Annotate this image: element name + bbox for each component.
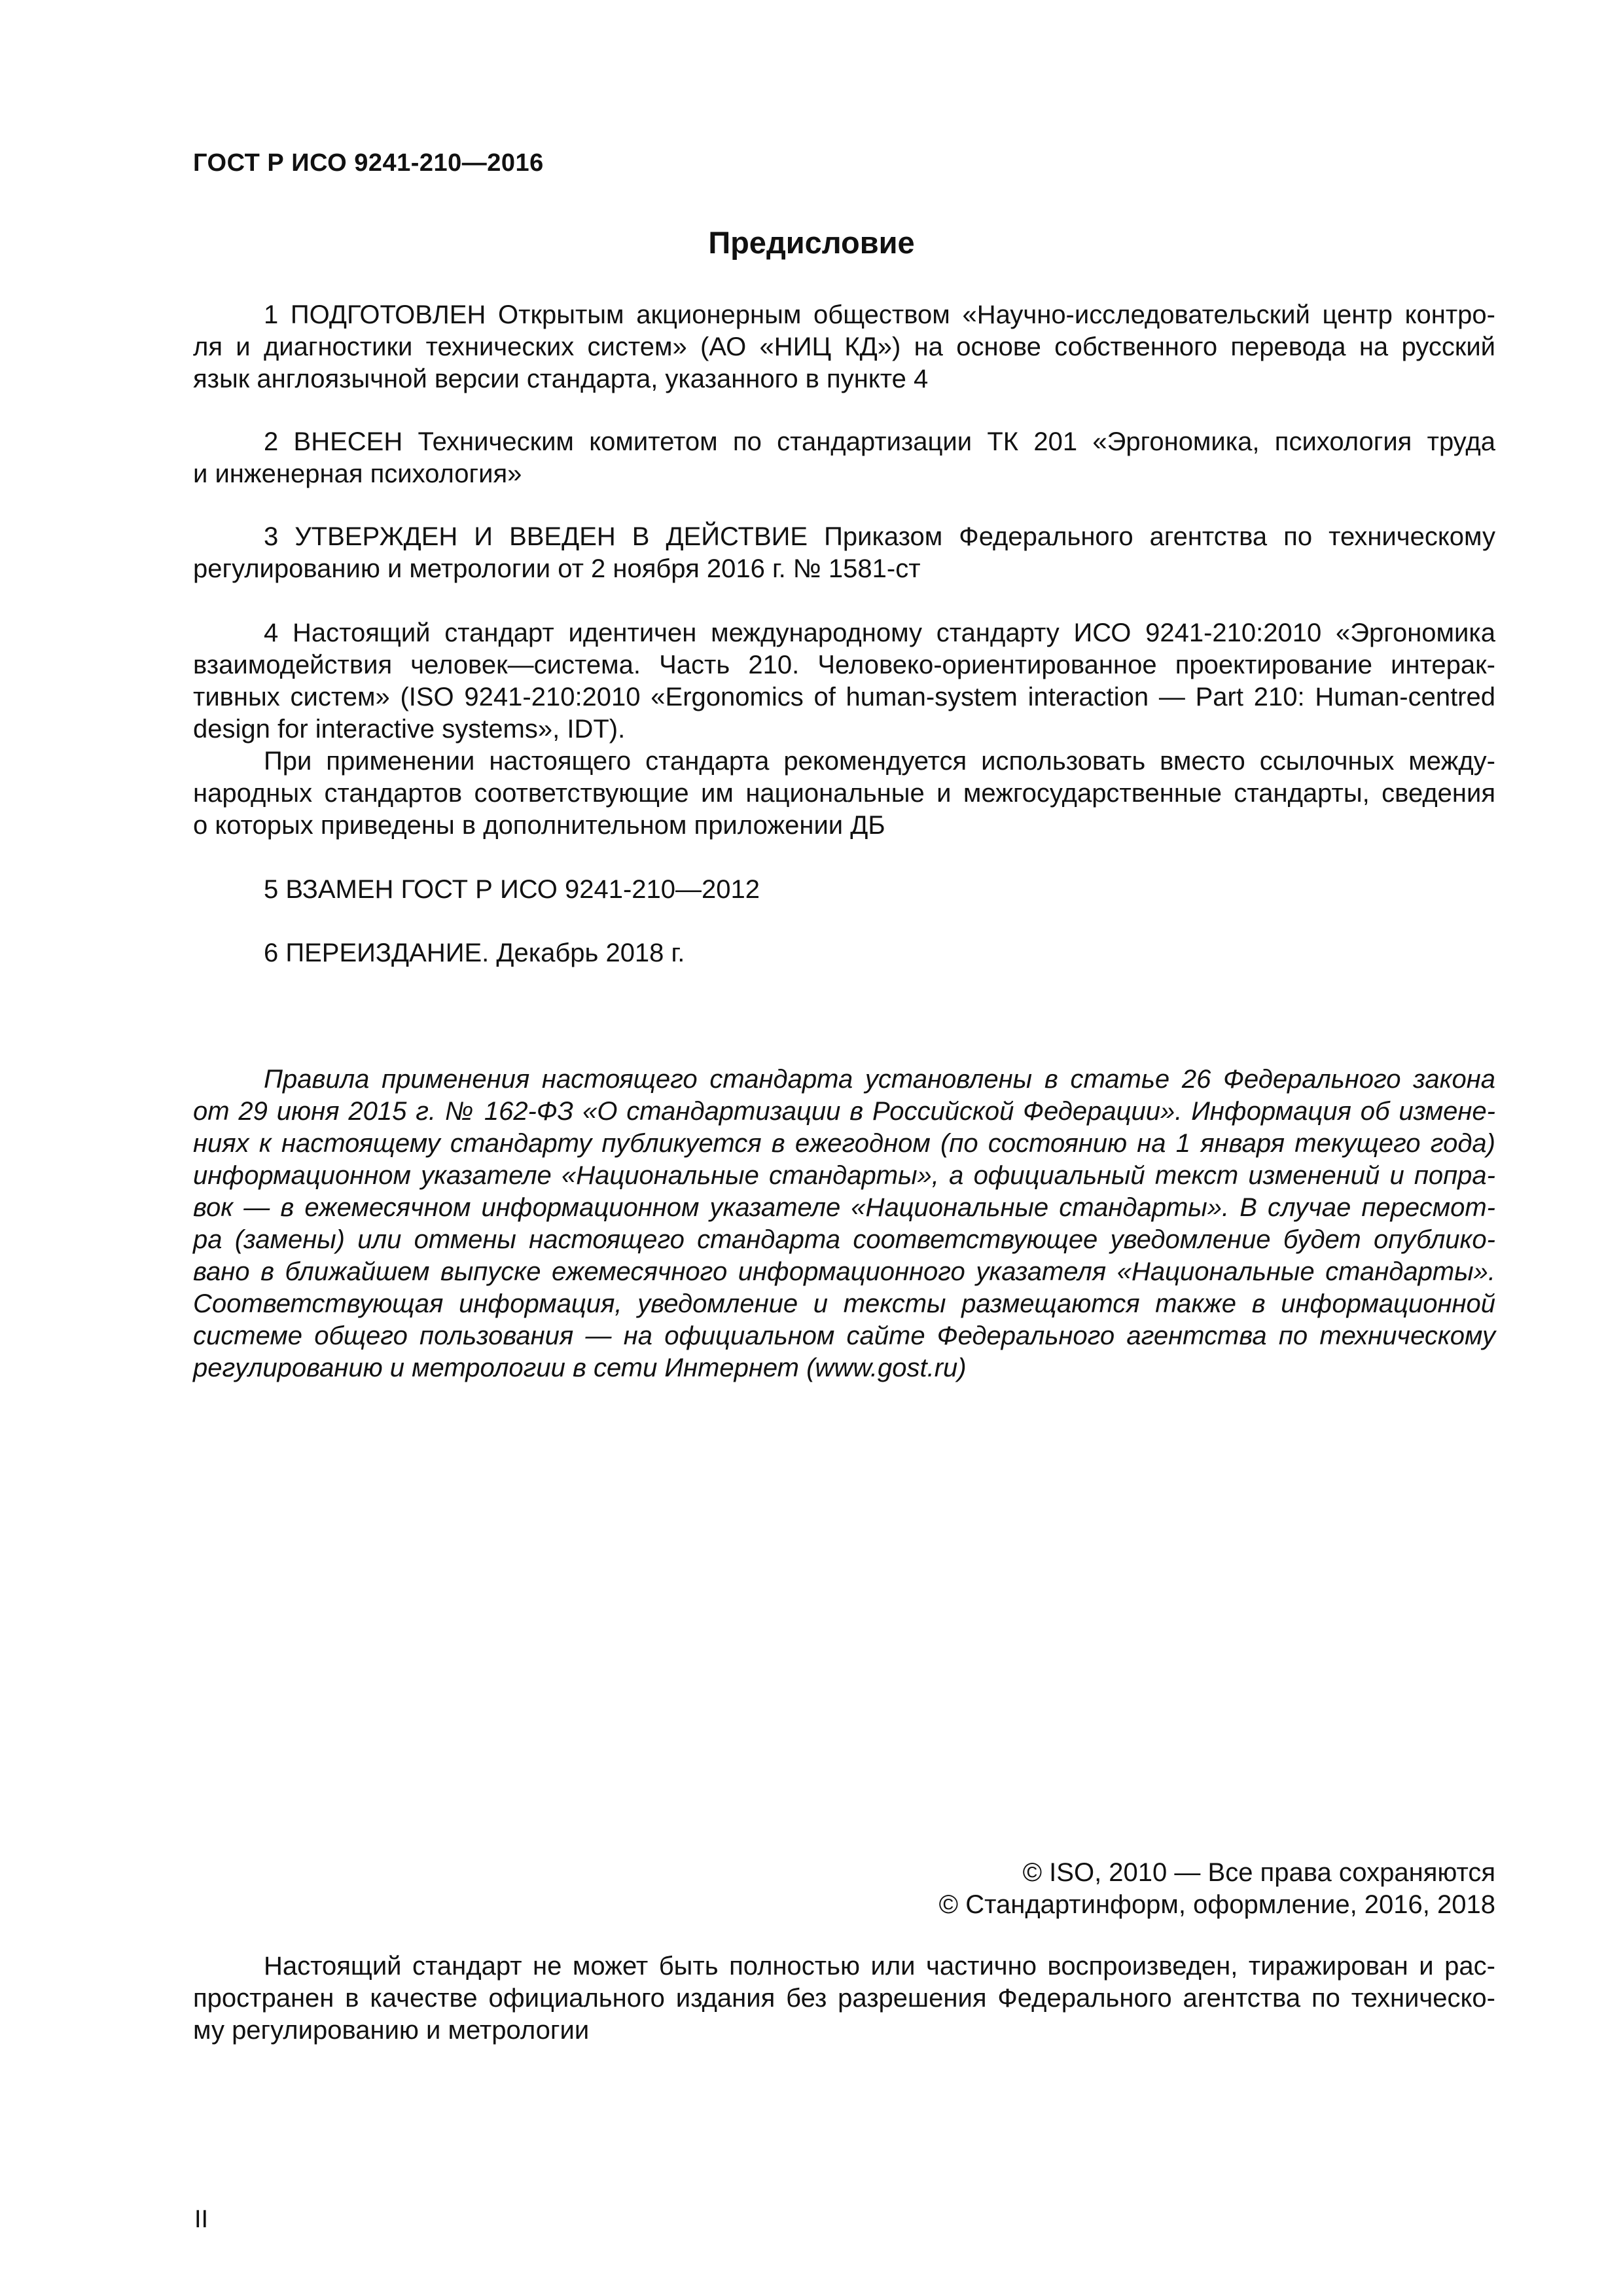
text-line: пространен в качестве официального издания без разрешения Федерального агентства по техническо- xyxy=(193,1984,1495,2013)
text-line: При применении настоящего стандарта рекомендуется использовать вместо ссылочных между- xyxy=(264,747,1495,776)
text-line: Настоящий стандарт не может быть полностью или частично воспроизведен, тиражирован и рас- xyxy=(264,1952,1495,1981)
text-line: ля и диагностики технических систем» (АО «НИЦ КД») на основе собственного перевода на русский xyxy=(193,332,1495,361)
item-6-reissue xyxy=(193,937,1495,969)
item-5-replaces xyxy=(193,874,1495,906)
text-line: регулированию и метрологии в сети Интернет (www.gost.ru) xyxy=(193,1354,967,1382)
reproduction-notice xyxy=(193,1950,1495,2047)
text-line: вок — в ежемесячном информационном указателе «Национальные стандарты». В случае пересмот- xyxy=(193,1193,1495,1222)
page-number: II xyxy=(194,2206,209,2233)
text-line: регулированию и метрологии от 2 ноября 2016 г. № 1581-ст xyxy=(193,554,921,583)
text-line: design for interactive systems», IDT). xyxy=(193,715,626,744)
copyright-block xyxy=(939,1857,1495,1921)
text-line: ра (замены) или отмены настоящего стандарта соответствующее уведомление будет опублико- xyxy=(193,1225,1495,1254)
item-1-prepared xyxy=(193,299,1495,395)
text-line: взаимодействия человек—система. Часть 210. Человеко-ориентированное проектирование интерак- xyxy=(193,651,1495,679)
text-line: 1 ПОДГОТОВЛЕН Открытым акционерным обществом «Научно-исследовательский центр контро- xyxy=(264,300,1495,329)
text-line: 5 ВЗАМЕН ГОСТ Р ИСО 9241-210—2012 xyxy=(264,875,760,904)
text-line: вано в ближайшем выпуске ежемесячного информационного указателя «Национальные стандарты». xyxy=(193,1257,1495,1286)
text-line: 6 ПЕРЕИЗДАНИЕ. Декабрь 2018 г. xyxy=(264,939,685,967)
text-line: и инженерная психология» xyxy=(193,459,522,488)
text-line: народных стандартов соответствующие им национальные и межгосударственные стандарты, сведения xyxy=(193,779,1495,808)
text-line: 3 УТВЕРЖДЕН И ВВЕДЕН В ДЕЙСТВИЕ Приказом Федерального агентства по техническому xyxy=(264,522,1495,551)
text-line: Правила применения настоящего стандарта установлены в статье 26 Федерального закона xyxy=(264,1065,1495,1094)
application-rules-notice xyxy=(193,1064,1495,1384)
item-2-introduced xyxy=(193,426,1495,490)
item-3-approved xyxy=(193,521,1495,585)
text-line: язык англоязычной версии стандарта, указанного в пункте 4 xyxy=(193,365,929,393)
text-line: Соответствующая информация, уведомление и тексты размещаются также в информационной xyxy=(193,1289,1495,1318)
text-line: 2 ВНЕСЕН Техническим комитетом по стандартизации ТК 201 «Эргономика, психология труда xyxy=(264,427,1495,456)
text-line: 4 Настоящий стандарт идентичен международному стандарту ИСО 9241-210:2010 «Эргономика xyxy=(264,619,1495,647)
text-line: системе общего пользования — на официальном сайте Федерального агентства по техническому xyxy=(193,1321,1495,1350)
text-line: тивных систем» (ISO 9241-210:2010 «Ergonomics of human-system interaction — Part 210: Human-centred xyxy=(193,683,1495,711)
text-line: о которых приведены в дополнительном приложении ДБ xyxy=(193,811,885,840)
text-line: от 29 июня 2015 г. № 162-ФЗ «О стандартизации в Российской Федерации». Информация об измене- xyxy=(193,1097,1495,1126)
item-4-identical xyxy=(193,617,1495,842)
page-title: Предисловие xyxy=(708,225,915,260)
text-line: ниях к настоящему стандарту публикуется в ежегодном (по состоянию на 1 января текущего года) xyxy=(193,1129,1495,1158)
copyright-standartinform: © Стандартинформ, оформление, 2016, 2018 xyxy=(938,1890,1495,1919)
text-line: информационном указателе «Национальные стандарты», а официальный текст изменений и попра- xyxy=(193,1161,1495,1190)
copyright-iso: © ISO, 2010 — Все права сохраняются xyxy=(1022,1858,1495,1887)
document-code-header: ГОСТ Р ИСО 9241-210—2016 xyxy=(193,149,544,177)
text-line: му регулированию и метрологии xyxy=(193,2016,590,2045)
